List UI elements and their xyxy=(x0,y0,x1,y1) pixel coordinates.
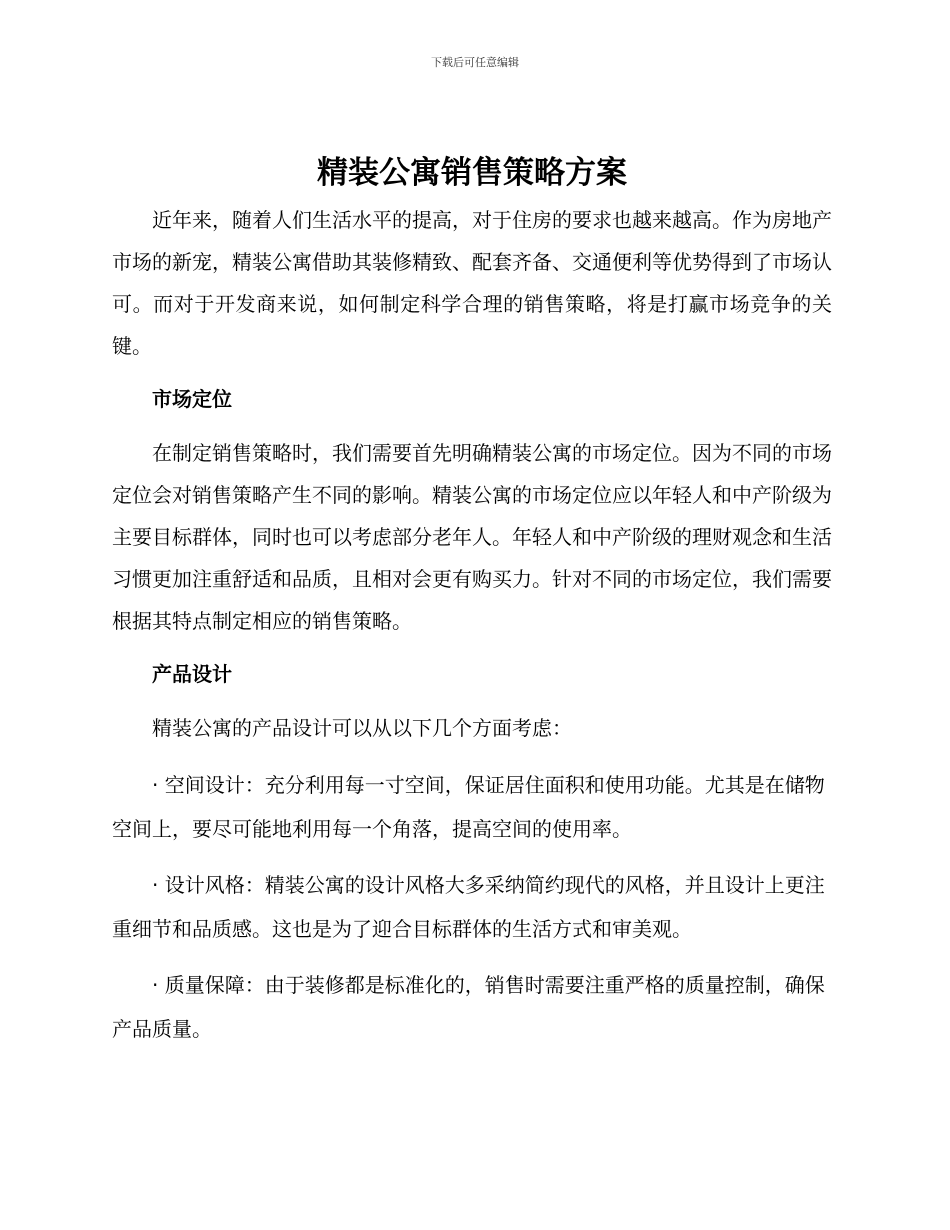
document-title: 精装公寓销售策略方案 xyxy=(317,155,627,191)
bullet-space-design: · 空间设计：充分利用每一寸空间，保证居住面积和使用功能。尤其是在储物空间上，要尽可能地利用每一个角落，提高空间的使用率。 xyxy=(112,773,825,841)
bullet-design-style: · 设计风格：精装公寓的设计风格大多采纳简约现代的风格，并且设计上更注重细节和品质感。这也是为了迎合目标群体的生活方式和审美观。 xyxy=(112,873,825,941)
section-heading-market-positioning: 市场定位 xyxy=(152,387,232,411)
document-body xyxy=(112,150,832,1051)
intro-paragraph: 近年来，随着人们生活水平的提高，对于住房的要求也越来越高。作为房地产市场的新宠，精装公寓借助其装修精致、配套齐备、交通便利等优势得到了市场认可。而对于开发商来说，如何制定科学合理的销售策略，将是打赢市场竞争的关键。 xyxy=(112,208,832,358)
bullet-quality-assurance: · 质量保障：由于装修都是标准化的，销售时需要注重严格的质量控制，确保产品质量。 xyxy=(112,973,825,1041)
product-design-intro-paragraph: 精装公寓的产品设计可以从以下几个方面考虑： xyxy=(152,716,572,740)
section-heading-product-design: 产品设计 xyxy=(152,662,232,686)
market-positioning-paragraph: 在制定销售策略时，我们需要首先明确精装公寓的市场定位。因为不同的市场定位会对销售策略产生不同的影响。精装公寓的市场定位应以年轻人和中产阶级为主要目标群体，同时也可以考虑部分老年人。年轻人和中产阶级的理财观念和生活习惯更加注重舒适和品质，且相对会更有购买力。针对不同的市场定位，我们需要根据其特点制定相应的销售策略。 xyxy=(112,441,832,633)
header-note: 下载后可任意编辑 xyxy=(431,56,519,69)
